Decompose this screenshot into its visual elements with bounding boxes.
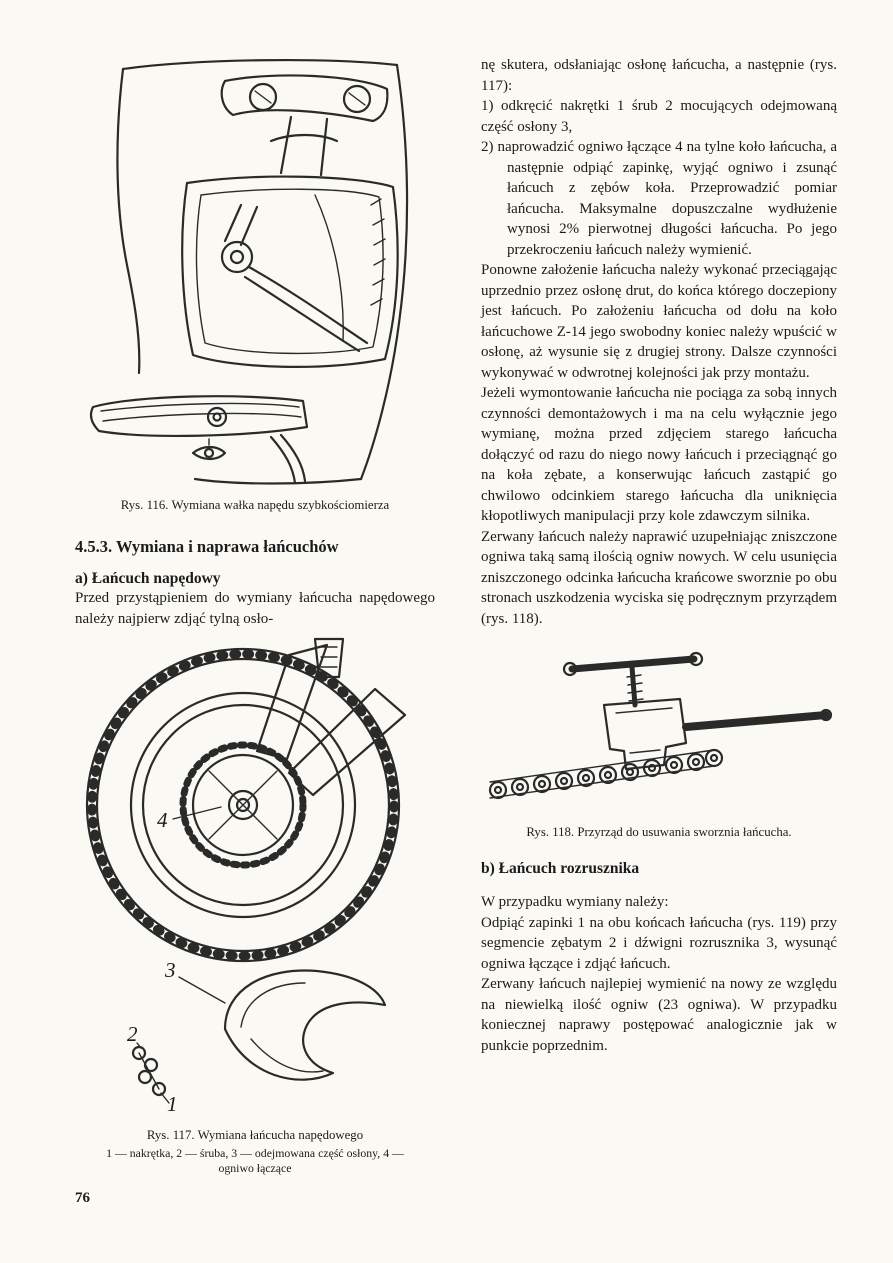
paragraph: Ponowne założenie łańcucha należy wykonać przeciągając uprzednio przez osłonę drut, do końca którego doczepiony jest łańcuch. Po założeniu łańcucha od dołu na koło łańcuchowe Z-14 jego swobodny koniec należy wpuścić w osłonę, aż wysunie się z drugiej strony. Dalsze czynności wykonywać w odwrotnej kolejności jak przy montażu. xyxy=(481,262,837,381)
page-columns xyxy=(75,55,837,1207)
paragraph: Zerwany łańcuch należy naprawić uzupełniając zniszczone ogniwa taką samą ilością ogniw nowych. W celu usunięcia zniszczonego odcinka łańcucha krańcowe sworznie po obu stronach uszkodzenia wyciska się podręcznym przyrządem (rys. 118). xyxy=(481,528,837,627)
chain-pin-extractor-illustration xyxy=(484,647,834,812)
figure-117-label-1: 1 xyxy=(167,1092,178,1115)
rear-wheel-chain-illustration xyxy=(75,637,420,1115)
figure-117-legend: 1 — nakrętka, 2 — śruba, 3 — odejmowana część osłony, 4 — ogniwo łączące xyxy=(106,1146,404,1175)
paragraph: Jeżeli wymontowanie łańcucha nie pociąga za sobą innych czynności demontażowych i ma na celu wyłącznie jego wymianę, można przed zdjęciem starego łańcucha dołączyć od razu do niego nowy łańcuch i przeciągnąć go na koła zębate, a konserwując łańcuch zastąpić go chwilowo odcinkiem starego łańcucha dla uniknięcia kłopotliwych manipulacji przy kole zdawczym silnika. xyxy=(481,385,837,524)
section-heading: 4.5.3. Wymiana i naprawa łańcuchów xyxy=(75,537,339,556)
paragraph: Odpiąć zapinki 1 na obu końcach łańcucha (rys. 119) przy segmencie zębatym 2 i dźwigni rozrusznika 3, wysunąć ogniwa łączące i zdjąć łańcuch. xyxy=(481,914,837,972)
scooter-speedometer-drive-illustration xyxy=(75,55,420,485)
figure-118-caption: Rys. 118. Przyrząd do usuwania sworznia łańcucha. xyxy=(526,825,792,839)
figure-117-label-3: 3 xyxy=(165,958,176,982)
figure-116-caption: Rys. 116. Wymiana wałka napędu szybkościomierza xyxy=(120,498,390,512)
figure-116 xyxy=(75,55,435,513)
subsection-a-heading: a) Łańcuch napędowy xyxy=(75,570,221,587)
figure-117-label-4: 4 xyxy=(157,808,168,832)
figure-118 xyxy=(481,647,837,840)
page-number: 76 xyxy=(75,1190,90,1206)
figure-117-caption: Rys. 117. Wymiana łańcucha napędowego xyxy=(146,1128,364,1142)
right-column xyxy=(481,55,837,1056)
paragraph-intro: nę skutera, odsłaniając osłonę łańcucha, a następnie (rys. 117): xyxy=(481,57,837,94)
paragraph: W przypadku wymiany należy: xyxy=(481,894,669,910)
left-column xyxy=(75,55,435,1207)
paragraph-left: Przed przystąpieniem do wymiany łańcucha napędowego należy najpierw zdjąć tylną osło- xyxy=(75,590,435,627)
subsection-b-heading: b) Łańcuch rozrusznika xyxy=(481,860,640,877)
numbered-item-1: 1) odkręcić nakrętki 1 śrub 2 mocujących odejmowaną część osłony 3, xyxy=(481,98,837,135)
figure-117 xyxy=(75,637,435,1176)
figure-117-label-2: 2 xyxy=(127,1022,138,1046)
numbered-item-2: 2) naprowadzić ogniwo łączące 4 na tylne koło łańcucha, a następnie odpiąć zapinkę, wyjąć ogniwo i zsunąć łańcuch z zębów koła. Przeprowadzić pomiar łańcucha. Maksymalne dopuszczalne wydłużenie wynosi 2% pierwotnej długości łańcucha. Po jego przekroczeniu łańcuch należy wymienić. xyxy=(481,139,837,258)
paragraph: Zerwany łańcuch najlepiej wymienić na nowy ze względu na niewielką ilość ogniw (23 ogniwa). W przypadku koniecznej naprawy postępować analogicznie jak w punkcie poprzednim. xyxy=(481,976,837,1054)
